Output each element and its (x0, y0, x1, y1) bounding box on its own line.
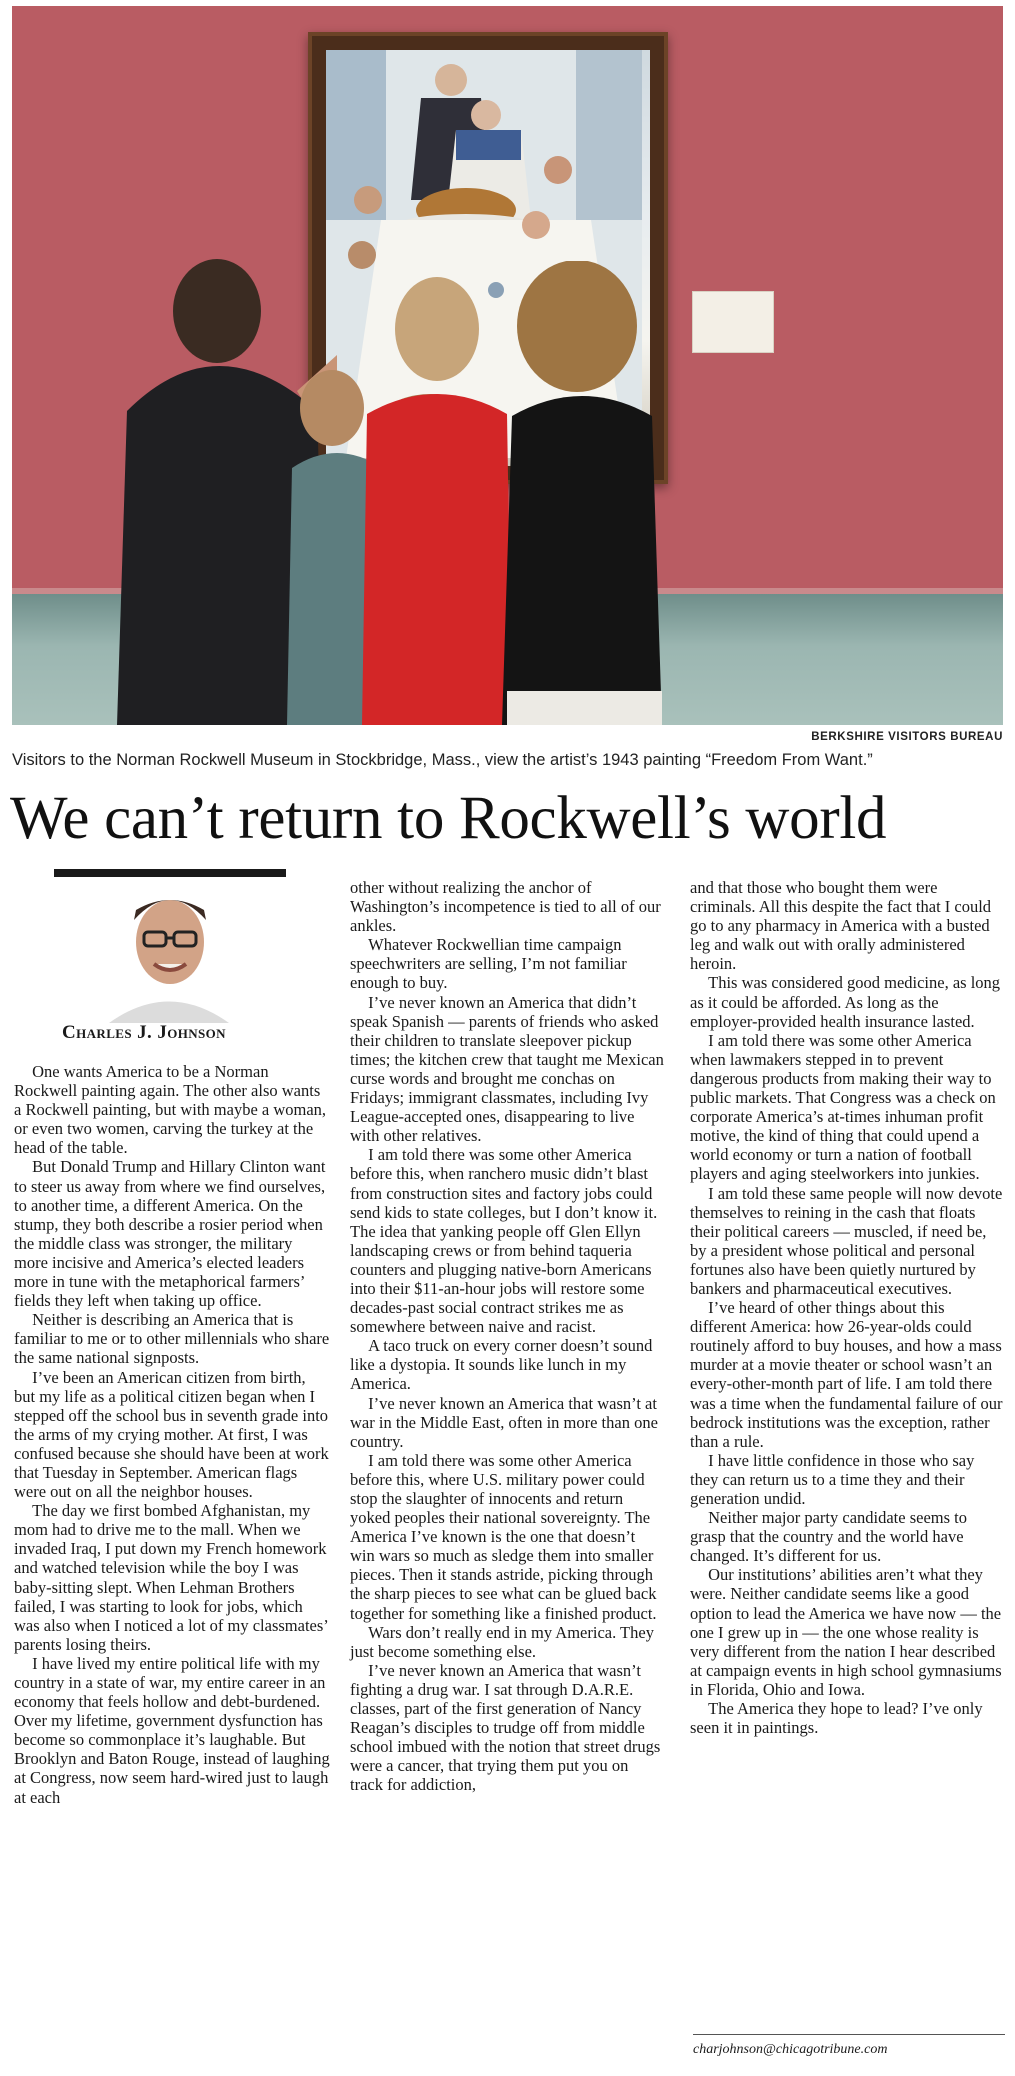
paragraph: I’ve been an American citizen from birth, but my life as a political citizen began when I stepped off the school bus in seventh grade into the arms of my crying mother. At first, I was confused because she should have been at work that Tuesday in September. American flags were out on all the neighbor houses. (14, 1367, 329, 1502)
paragraph: I am told there was some other America before this, when ranchero music didn’t blast from construction sites and factory jobs could send kids to state colleges, but I don’t know it. The idea that yanking people off Glen Ellyn landscaping crews or from behind taqueria counters and plugging native-born Americans into their $11-an-hour jobs will restore some decades-past social contract strikes me as somewhere between naive and racist. (350, 1145, 658, 1337)
author-byline: Charles J. Johnson (62, 1022, 226, 1043)
author-photo (54, 880, 286, 1023)
paragraph: The America they hope to lead? I’ve only seen it in paintings. (690, 1699, 983, 1738)
paragraph: I’ve heard of other things about this different America: how 26-year-olds could routinely afford to buy houses, and how a mass murder at a movie theater or school wasn’t an every-other-month part of life. I am told there was a time when the fundamental failure of our bedrock institutions was the exception, rather than a rule. (690, 1298, 1003, 1451)
paragraph: I’ve never known an America that wasn’t fighting a drug war. I sat through D.A.R.E. classes, part of the first generation of Nancy Reagan’s disciples to trudge off from middle school imbued with the notion that street drugs were a cancer, that trying them put you on track for addiction, (350, 1660, 661, 1795)
paragraph: Neither is describing an America that is familiar to me or to other millennials who share the same national signposts. (14, 1310, 330, 1368)
email-divider (693, 2034, 1005, 2035)
article-column-1 (14, 1062, 330, 1807)
paragraph: I am told these same people will now devote themselves to reining in the cash that floats their political careers — muscled, if need be, by a president whose political and personal fortunes also have been quietly nurtured by bankers and pharmaceutical executives. (690, 1183, 1003, 1298)
paragraph: Neither major party candidate seems to grasp that the country and the world have changed. It’s different for us. (690, 1508, 968, 1566)
paragraph: But Donald Trump and Hillary Clinton want to steer us away from where we find ourselves, to another time, a different America. On the stump, they both describe a rosier period when the middle class was stronger, the military more incisive and America’s elected leaders more in tune with the metaphorical farmers’ fields they left when taking up office. (14, 1157, 326, 1311)
article-column-3 (690, 878, 1005, 1737)
paragraph: Whatever Rockwellian time campaign speechwriters are selling, I’m not familiar enough to buy. (350, 935, 627, 993)
visitor-girl (362, 274, 512, 725)
paragraph: I have little confidence in those who say they can return us to a time they and their generation undid. (690, 1450, 975, 1508)
paragraph: I am told there was some other America before this, where U.S. military power could stop the slaughter of innocents and return yoked peoples their national sovereignty. The America I’ve known is the one that doesn’t win wars so much as sledge them into smaller pieces. Then it stands astride, picking through the sharp pieces to see what can be glued back together for something like a finished product. (350, 1450, 657, 1623)
paragraph: A taco truck on every corner doesn’t sound like a dystopia. It sounds like lunch in my America. (350, 1336, 653, 1394)
paragraph: other without realizing the anchor of Washington’s incompetence is tied to all of our ankles. (350, 878, 661, 936)
wall-placard (692, 291, 774, 353)
paragraph: and that those who bought them were criminals. All this despite the fact that I could go to any pharmacy in America with a busted leg and walk out with orally administered heroin. (690, 878, 992, 974)
author-email: charjohnson@chicagotribune.com (693, 2042, 888, 2057)
paragraph: Wars don’t really end in my America. They just become something else. (350, 1622, 654, 1661)
paragraph: Our institutions’ abilities aren’t what they were. Neither candidate seems like a good option to lead the America we have now — the one I grew up in — the one whose reality is very different from the nation I hear described at campaign events in high school gymnasiums in Florida, Ohio and Iowa. (690, 1565, 1002, 1699)
author-portrait (54, 880, 286, 1023)
paragraph: One wants America to be a Norman Rockwell painting again. The other also wants a Rockwell painting, but with maybe a woman, or even two women, carving the turkey at the head of the table. (14, 1062, 327, 1158)
paragraph: I’ve never known an America that wasn’t at war in the Middle East, often in more than one country. (350, 1393, 658, 1451)
paragraph: I have lived my entire political life with my country in a state of war, my entire career in an economy that feels hollow and debt-burdened. Over my lifetime, government dysfunction has become so commonplace it’s laughable. But Brooklyn and Baton Rouge, instead of laughing at Congress, now seem hard-wired just to laugh at each (14, 1653, 330, 1807)
photo-caption: Visitors to the Norman Rockwell Museum in Stockbridge, Mass., view the artist’s 1943 painting “Freedom From Want.” (12, 751, 873, 769)
byline-rule (54, 869, 286, 877)
paragraph: The day we first bombed Afghanistan, my mom had to drive me to the mall. When we invaded Iraq, I put down my French homework and watched television while the boy I was baby-sitting slept. When Lehman Brothers failed, I was starting to look for jobs, which was also when I noticed a lot of my classmates’ parents losing theirs. (14, 1501, 328, 1654)
paragraph: I’ve never known an America that didn’t speak Spanish — parents of friends who asked their children to translate sleepover pickup times; the kitchen crew that taught me Mexican curse words and brought me conchas on Fridays; immigrant classmates, including Ivy League-accepted ones, disappearing to live with other relatives. (350, 992, 664, 1146)
article-column-2 (350, 878, 664, 1795)
visitor-mother (502, 261, 662, 725)
paragraph: I am told there was some other America when lawmakers stepped in to prevent dangerous products from making their way to public markets. That Congress was a check on corporate America’s at-times inhuman profit motive, the kind of thing that could upend a world economy or turn a nation of football players and aging steelworkers into junkies. (690, 1030, 996, 1184)
article-photo (12, 6, 1003, 725)
paragraph: This was considered good medicine, as long as it could be afforded. As long as the employer-provided health insurance lasted. (690, 973, 1001, 1031)
article-headline: We can’t return to Rockwell’s world (10, 785, 887, 852)
photo-credit: BERKSHIRE VISITORS BUREAU (811, 731, 1003, 743)
